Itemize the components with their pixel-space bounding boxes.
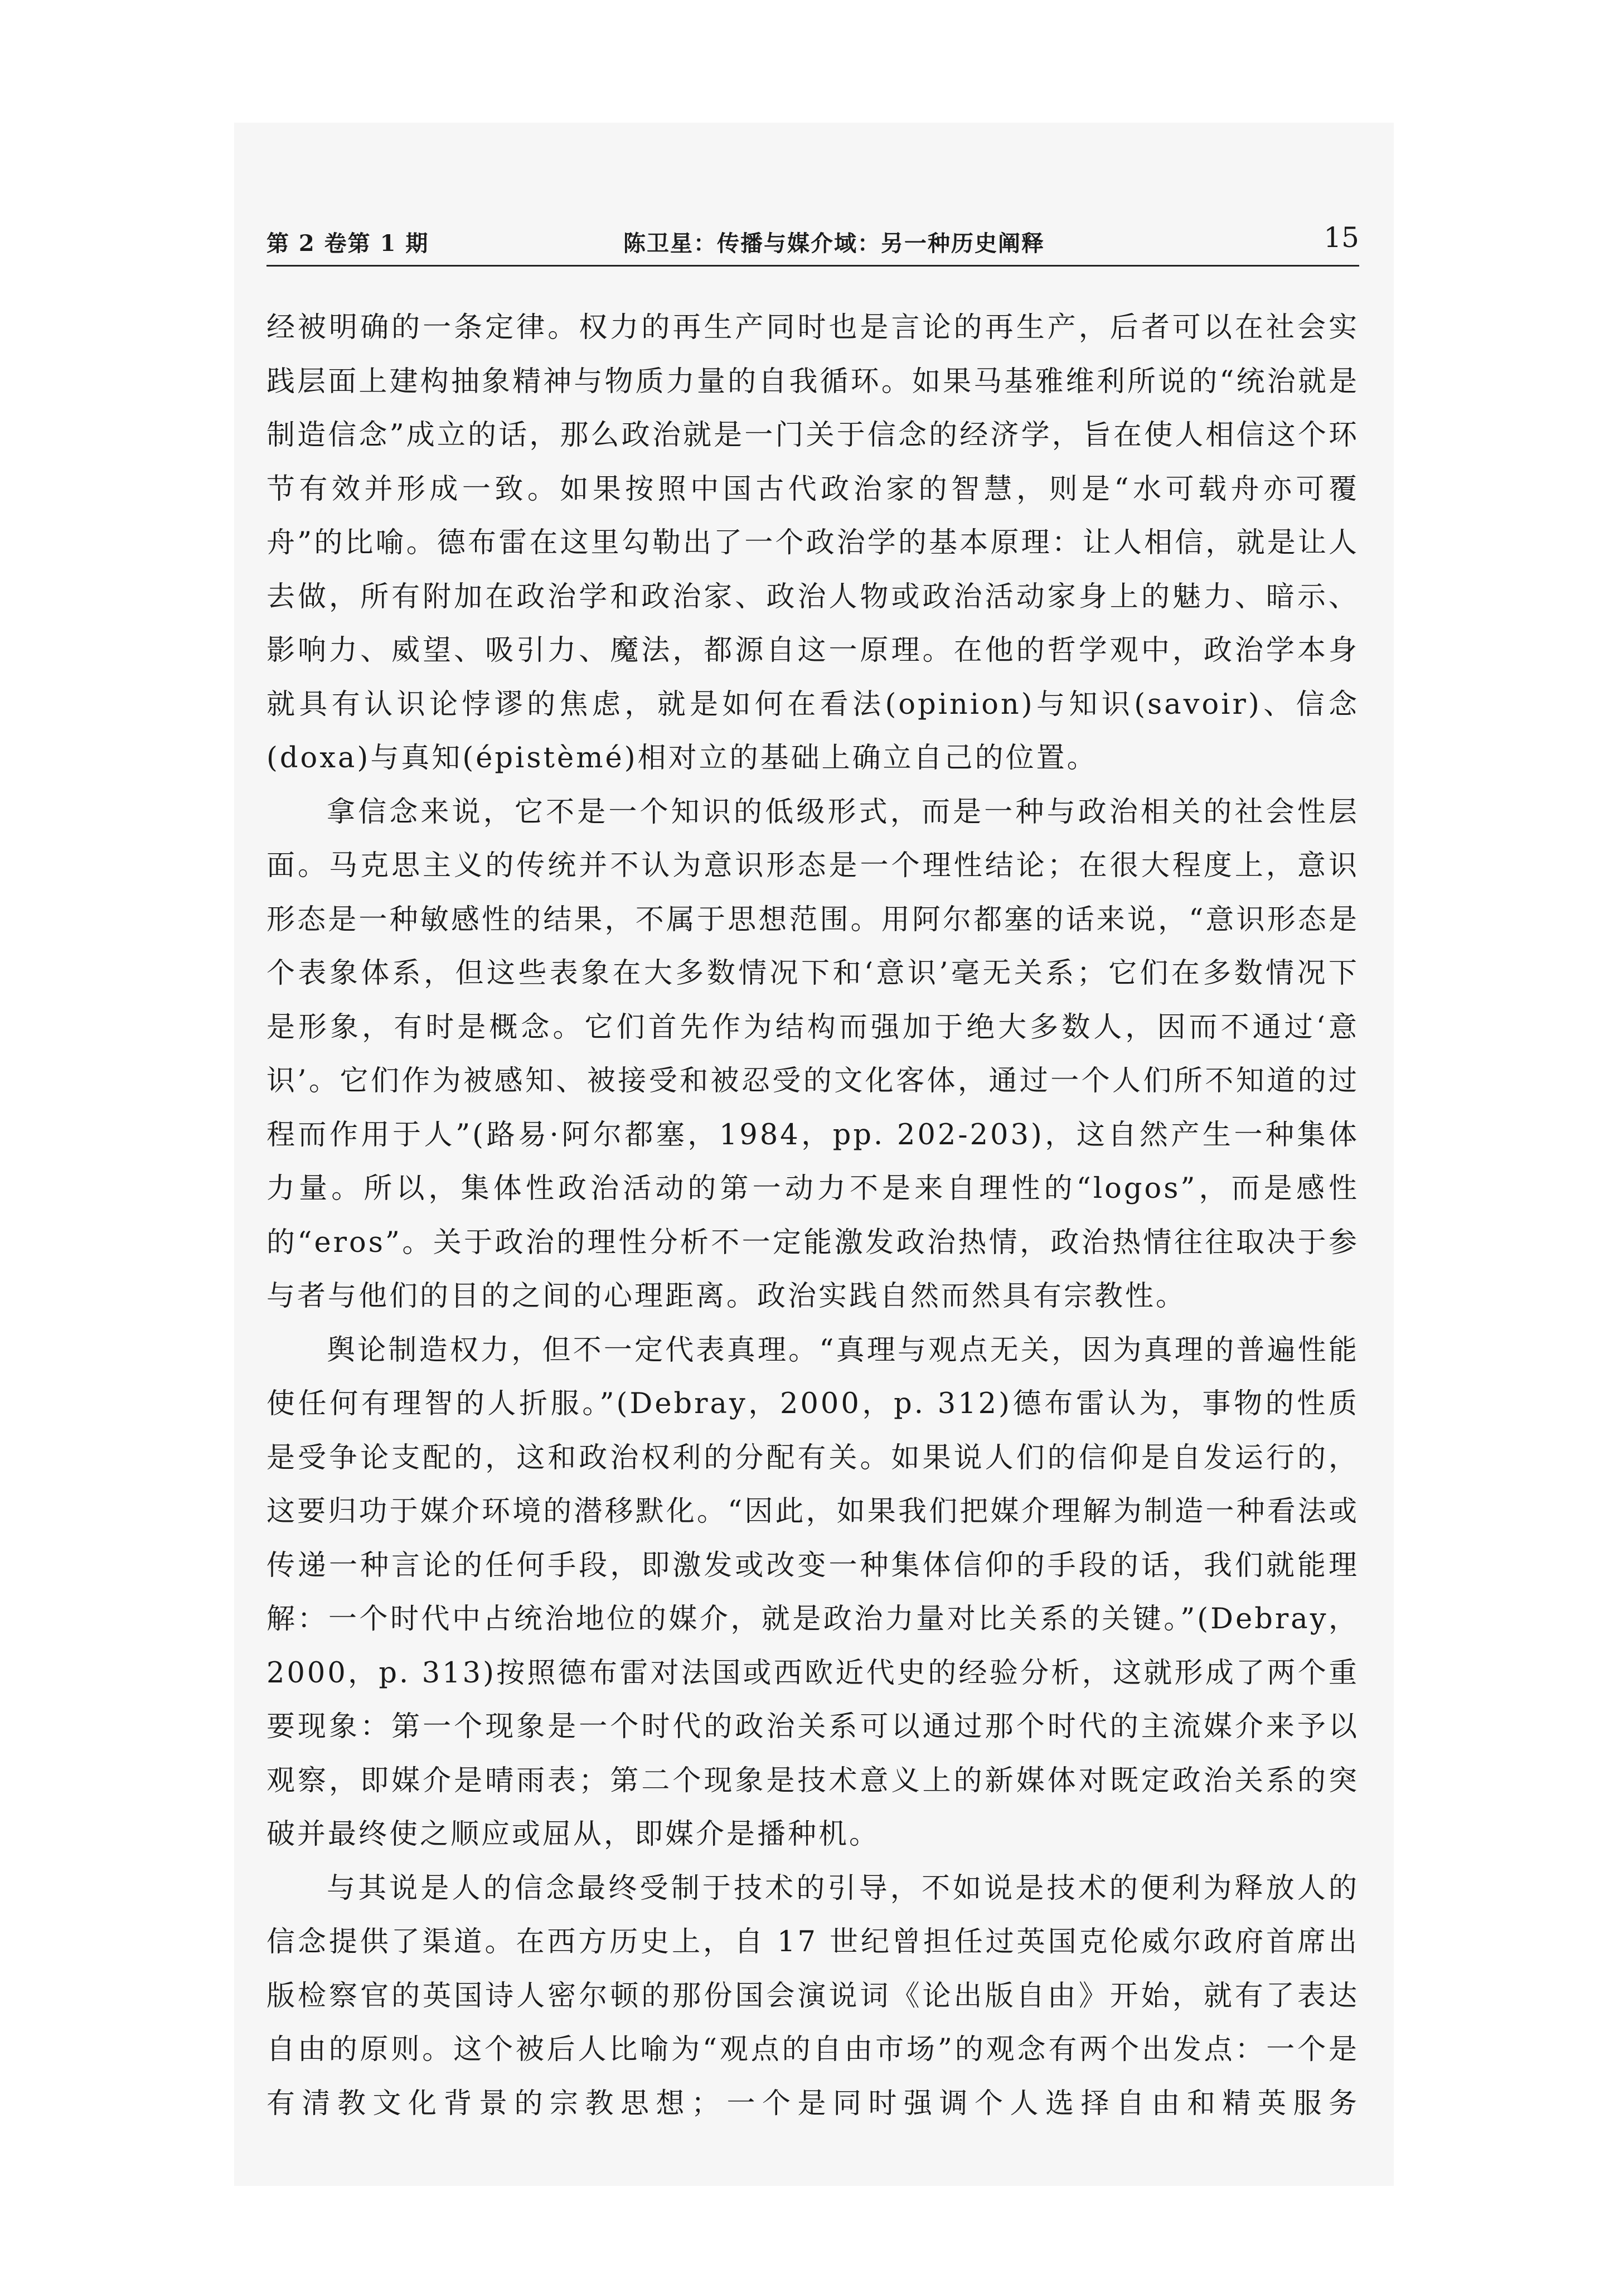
article-body xyxy=(266,301,1359,2131)
page-number: 15 xyxy=(1324,221,1359,254)
paragraph: 经被明确的一条定律。权力的再生产同时也是言论的再生产，后者可以在社会实践层面上建构抽象精神与物质力量的自我循环。如果马基雅维利所说的“统治就是制造信念”成立的话，那么政治就是一门关于信念的经济学，旨在使人相信这个环节有效并形成一致。如果按照中国古代政治家的智慧，则是“水可载舟亦可覆舟”的比喻。德布雷在这里勾勒出了一个政治学的基本原理：让人相信，就是让人去做，所有附加在政治学和政治家、政治人物或政治活动家身上的魅力、暗示、影响力、威望、吸引力、魔法，都源自这一原理。在他的哲学观中，政治学本身就具有认识论悖谬的焦虑，就是如何在看法(opinion)与知识(savoir)、信念(doxa)与真知(épistèmé)相对立的基础上确立自己的位置。 xyxy=(266,311,1359,775)
journal-issue: 第 2 卷第 1 期 xyxy=(266,230,429,257)
paragraph: 拿信念来说，它不是一个知识的低级形式，而是一种与政治相关的社会性层面。马克思主义的传统并不认为意识形态是一个理性结论；在很大程度上，意识形态是一种敏感性的结果，不属于思想范围。用阿尔都塞的话来说，“意识形态是个表象体系，但这些表象在大多数情况下和‘意识’毫无关系；它们在多数情况下是形象，有时是概念。它们首先作为结构而强加于绝大多数人，因而不通过‘意识’。它们作为被感知、被接受和被忍受的文化客体，通过一个人们所不知道的过程而作用于人”(路易·阿尔都塞，1984，pp. 202-203)，这自然产生一种集体力量。所以，集体性政治活动的第一动力不是来自理性的“logos”，而是感性的“eros”。关于政治的理性分析不一定能激发政治热情，政治热情往往取决于参与者与他们的目的之间的心理距离。政治实践自然而然具有宗教性。 xyxy=(266,795,1359,1313)
running-header xyxy=(266,220,1359,267)
paragraph: 与其说是人的信念最终受制于技术的引导，不如说是技术的便利为释放人的信念提供了渠道。在西方历史上，自 17 世纪曾担任过英国克伦威尔政府首席出版检察官的英国诗人密尔顿的那份国会演说词《论出版自由》开始，就有了表达自由的原则。这个被后人比喻为“观点的自由市场”的观念有两个出发点：一个是有清教文化背景的宗教思想；一个是同时强调个人选择自由和精英服务 xyxy=(266,1871,1359,2120)
paragraph: 舆论制造权力，但不一定代表真理。“真理与观点无关，因为真理的普遍性能使任何有理智的人折服。”(Debray，2000，p. 312)德布雷认为，事物的性质是受争论支配的，这和政治权利的分配有关。如果说人们的信仰是自发运行的，这要归功于媒介环境的潜移默化。“因此，如果我们把媒介理解为制造一种看法或传递一种言论的任何手段，即激发或改变一种集体信仰的手段的话，我们就能理解：一个时代中占统治地位的媒介，就是政治力量对比关系的关键。”(Debray，2000，p. 313)按照德布雷对法国或西欧近代史的经验分析，这就形成了两个重要现象：第一个现象是一个时代的政治关系可以通过那个时代的主流媒介来予以观察，即媒介是晴雨表；第二个现象是技术意义上的新媒体对既定政治关系的突破并最终使之顺应或屈从，即媒介是播种机。 xyxy=(266,1333,1359,1851)
article-running-title: 陈卫星：传播与媒介域：另一种历史阐释 xyxy=(623,230,1045,257)
